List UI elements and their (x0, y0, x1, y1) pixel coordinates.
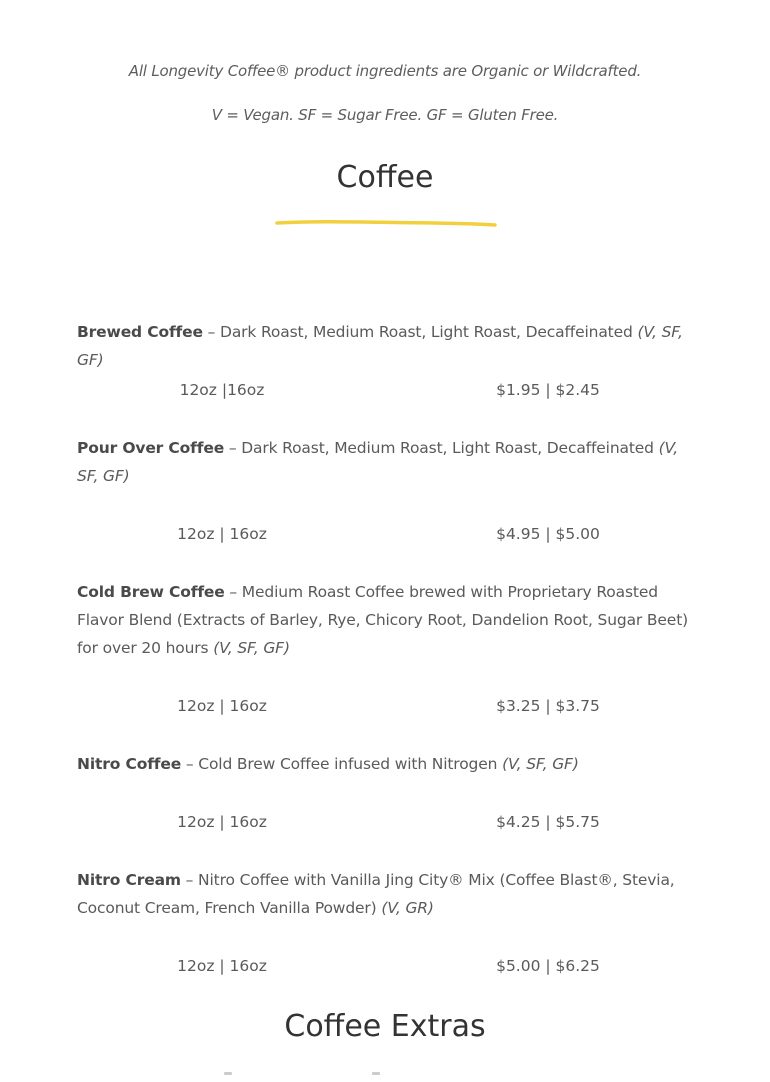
dietary-legend: V = Vegan. SF = Sugar Free. GF = Gluten Free. (211, 106, 559, 124)
menu-item-cold-brew-coffee (77, 578, 697, 662)
item-sizes: 12oz | 16oz (177, 525, 267, 543)
cutoff-text-fragment (372, 1072, 380, 1075)
coffee-extras-section-title: Coffee Extras (284, 1009, 486, 1044)
item-description: – Nitro Coffee with Vanilla Jing City® Mix (Coffee Blast®, Stevia, Coconut Cream, French Vanilla Powder) (77, 871, 675, 917)
item-sizes: 12oz | 16oz (177, 957, 267, 975)
item-description: – Medium Roast Coffee brewed with Proprietary Roasted Flavor Blend (Extracts of Barley, Rye, Chicory Root, Dandelion Root, Sugar Beet) for over 20 hours (77, 583, 689, 657)
item-prices: $4.95 | $5.00 (496, 525, 600, 543)
item-dietary-tags: (V, SF, GF) (77, 323, 683, 369)
price-row-nitro-cream (0, 952, 770, 980)
menu-item-nitro-cream (77, 866, 697, 922)
item-name: Cold Brew Coffee (77, 583, 225, 601)
organic-notice: All Longevity Coffee® product ingredients are Organic or Wildcrafted. (128, 62, 642, 80)
item-name: Nitro Cream (77, 871, 181, 889)
item-dietary-tags: (V, SF, GF) (77, 439, 678, 485)
title-underline-decoration (275, 215, 497, 231)
cutoff-text-fragment (224, 1072, 232, 1075)
menu-item-brewed-coffee (77, 318, 697, 374)
item-name: Nitro Coffee (77, 755, 182, 773)
menu-item-nitro-coffee (77, 750, 697, 778)
item-prices: $3.25 | $3.75 (496, 697, 600, 715)
item-name: Pour Over Coffee (77, 439, 225, 457)
item-dietary-tags: (V, SF, GF) (502, 755, 579, 773)
item-sizes: 12oz |16oz (179, 381, 265, 399)
item-name: Brewed Coffee (77, 323, 203, 341)
item-prices: $4.25 | $5.75 (496, 813, 600, 831)
price-row-nitro-coffee (0, 808, 770, 836)
price-row-brewed-coffee (0, 376, 770, 404)
menu-item-pour-over-coffee (77, 434, 697, 490)
item-description: – Dark Roast, Medium Roast, Light Roast, Decaffeinated (202, 323, 638, 341)
item-description: – Dark Roast, Medium Roast, Light Roast, Decaffeinated (224, 439, 659, 457)
item-prices: $1.95 | $2.45 (496, 381, 600, 399)
price-row-pour-over-coffee (0, 520, 770, 548)
item-sizes: 12oz | 16oz (177, 813, 267, 831)
item-prices: $5.00 | $6.25 (496, 957, 600, 975)
item-dietary-tags: (V, SF, GF) (213, 639, 290, 657)
item-dietary-tags: (V, GR) (381, 899, 434, 917)
item-description: – Cold Brew Coffee infused with Nitrogen (181, 755, 503, 773)
price-row-cold-brew-coffee (0, 692, 770, 720)
item-sizes: 12oz | 16oz (177, 697, 267, 715)
coffee-section-title: Coffee (336, 160, 434, 195)
